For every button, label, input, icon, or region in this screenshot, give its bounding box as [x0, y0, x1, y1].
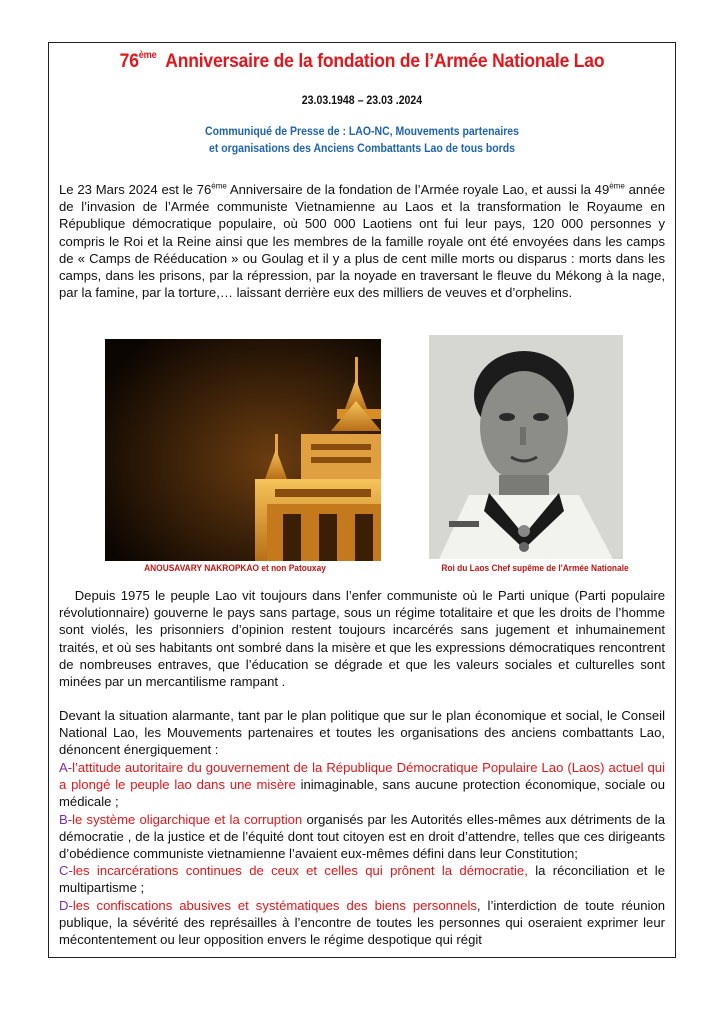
press-line-2: et organisations des Anciens Combattants Lao de tous bords — [209, 141, 515, 155]
denouncement-list — [59, 759, 665, 948]
communique-frame — [48, 42, 676, 958]
monument-caption: ANOUSAVARY NAKROPKAO et non Patouxay — [144, 563, 326, 574]
document-title: 76ème Anniversaire de la fondation de l’Armée Nationale Lao — [119, 49, 605, 72]
monument-illustration — [105, 339, 381, 561]
situation-paragraph: Depuis 1975 le peuple Lao vit toujours dans l’enfer communiste où le Parti unique (Parti populaire révolutionnaire) gouverne le pays sans partage, sous un régime totalitaire et que les droits de l’homme sont violés, les prisonniers d’opinion restent toujours incarcérés sans jugement et inhumainement traités, et où ses habitants ont sombré dans la misère et que les expressions démocratiques rencontrent de nombreuses entraves, que l’éducation se dégrade et que les valeurs sociales et culturelles sont minées par un mercantilisme rampant . — [59, 588, 665, 690]
press-release-heading — [93, 123, 631, 157]
monument-photo — [105, 339, 381, 561]
portrait-illustration — [429, 335, 623, 559]
list-item: D-les confiscations abusives et systématiques des biens personnels, l’interdiction de toute réunion publique, la sévérité des représailles à l’encontre de toutes les personnes qui oseraient exprimer leur mécontentement ou leur opposition envers le régime despotique qui régit — [59, 897, 666, 948]
intro-paragraph: Le 23 Mars 2024 est le 76ème Anniversaire de la fondation de l’Armée royale Lao, et aussi la 49ème année de l’invasion de l’Armée communiste Vietnamienne au Laos et la transformation le Royaume en République démocratique populaire, où 500 000 Laotiens ont fui leur pays, 120 000 personnes y compris le Roi et la Reine ainsi que les membres de la famille royale ont été envoyées dans les camps de « Camps de Rééducation » ou Goulag et il y a plus de cent mille morts ou disparus : morts dans les camps, dans les prisons, par la répression, par la noyade en traversant le fleuve du Mékong à la nage, par la famine, par la torture,… laissant derrière eux des milliers de veuves et d’orphelins. — [59, 181, 665, 301]
list-item: A-l’attitude autoritaire du gouvernement de la République Démocratique Populaire Lao (Laos) actuel qui a plongé le peuple lao dans une misère inimaginable, sans aucune protection économique, sociale ou médicale ; — [59, 760, 665, 810]
denounce-paragraph: Devant la situation alarmante, tant par le plan politique que sur le plan économique et social, le Conseil National Lao, les Mouvements partenaires et toutes les organisations des anciens combattants Lao, dénoncent énergiquement : — [59, 708, 665, 758]
press-line-1: Communiqué de Presse de : LAO-NC, Mouvements partenaires — [205, 124, 519, 138]
list-item: C-les incarcérations continues de ceux et celles qui prônent la démocratie, la réconciliation et le multipartisme ; — [59, 863, 665, 896]
list-item: B-le système oligarchique et la corruption organisés par les Autorités elles-mêmes aux détriments de la démocratie , de la justice et de l’équité dont tout citoyen est en droit d’attendre, telles que ces dirigeants d’obédience communiste vietnamienne l’avaient eux-mêmes défini dans leur Constitution; — [59, 811, 665, 862]
portrait-caption: Roi du Laos Chef supême de l'Armée Nationale — [441, 563, 629, 574]
king-portrait-photo — [429, 335, 623, 559]
date-range: 23.03.1948 – 23.03 .2024 — [301, 93, 423, 107]
